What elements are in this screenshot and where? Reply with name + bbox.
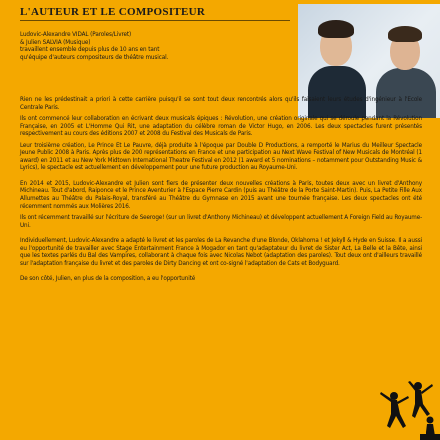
intro-line-2: & Julien SALVIA (Musique) bbox=[20, 38, 91, 46]
intro-line-1: Ludovic-Alexandre VIDAL (Paroles/Livret) bbox=[20, 31, 132, 38]
paragraph: Ils ont récemment travaillé sur l'écriture de Seeroge! (sur un livret d'Anthony Michineau) et développent actuellement A Foreign Field au Royaume-Uni. bbox=[20, 214, 422, 229]
paragraph: Rien ne les prédestinait a priori à cette carrière puisqu'il se sont tout deux rencontrés alors qu'ils faisaient leurs études d'ingénieur à l'Ecole Centrale Paris. bbox=[20, 96, 422, 111]
paragraph: Leur troisième création, Le Prince Et Le Pauvre, déjà produite à l'époque par Double D Productions, a remporté le Marius du Meilleur Spectacle Jeune Public 2008 à Paris. Après plus de 200 représentations en France et une participation au Next Wave Festival of New Musicals de Montréal (1 award) en 2011 et au New York Midtown International Theatre Festival en 2012 (1 award et 5 nominations – notamment pour Outstanding Music & Lyrics), le spectacle est actuellement en développement pour une future production au Royaume-Uni. bbox=[20, 141, 422, 172]
paragraph: Individuellement, Ludovic-Alexandre a adapté le livret et les paroles de La Revanche d'une Blonde, Oklahoma ! et Jekyll & Hyde en Suisse. Il a aussi eu l'opportunité de travailler avec Stage Entertainment France à Mogador en tant qu'adaptateur du livret de Sister Act, La Belle et la Bête, ainsi que les textes parlés du Bal des Vampires, collaborant à chaque fois avec Nicolas Nebot (adaptation des paroles). Tout deux ont d'ailleurs travaillé sur l'adaptation française du livret et des paroles de Dirty Dancing et ont co-signé l'adaptation de Cats et Bodyguard. bbox=[20, 237, 422, 267]
intro-block bbox=[20, 31, 220, 61]
intro-line-4: qu'équipe d'auteurs compositeurs de théâtre musical. bbox=[20, 53, 169, 61]
biography-text bbox=[20, 96, 422, 287]
dancing-figures-illustration bbox=[360, 370, 440, 440]
intro-line-3: travaillent ensemble depuis plus de 10 ans en tant bbox=[20, 46, 160, 54]
paragraph: Ils ont commencé leur collaboration en écrivant deux musicals épiques : Révolution, une création originale qui se déroule pendant la Révolution Française, en 2005 et L'Homme Qui Rit, une adaptation du célèbre roman de Victor Hugo, en 2006. Les deux spectacles furent présentés respectivement au cours des éditions 2007 et 2008 du Festival des Musicals de Paris. bbox=[20, 115, 422, 138]
heading-underline bbox=[20, 20, 290, 21]
paragraph: De son côté, Julien, en plus de la composition, a eu l'opportunité bbox=[20, 275, 196, 283]
paragraph: En 2014 et 2015, Ludovic-Alexandre et Julien sont fiers de présenter deux nouvelles créations à Paris, toutes deux avec un livret d'Anthony Michineau. Tout d'abord, Raiponce et le Prince Aventurier à l'Espace Pierre Cardin (puis au Théâtre de la Porte Saint-Martin). Puis, La Petite Fille Aux Allumettes au Théâtre du Palais-Royal, transféré au Théâtre du Gymnase en 2015 avant une tournée française. Les deux spectacles ont été récemment nommés aux Molières 2016. bbox=[20, 179, 422, 210]
section-heading: L'AUTEUR ET LE COMPOSITEUR bbox=[20, 6, 206, 18]
